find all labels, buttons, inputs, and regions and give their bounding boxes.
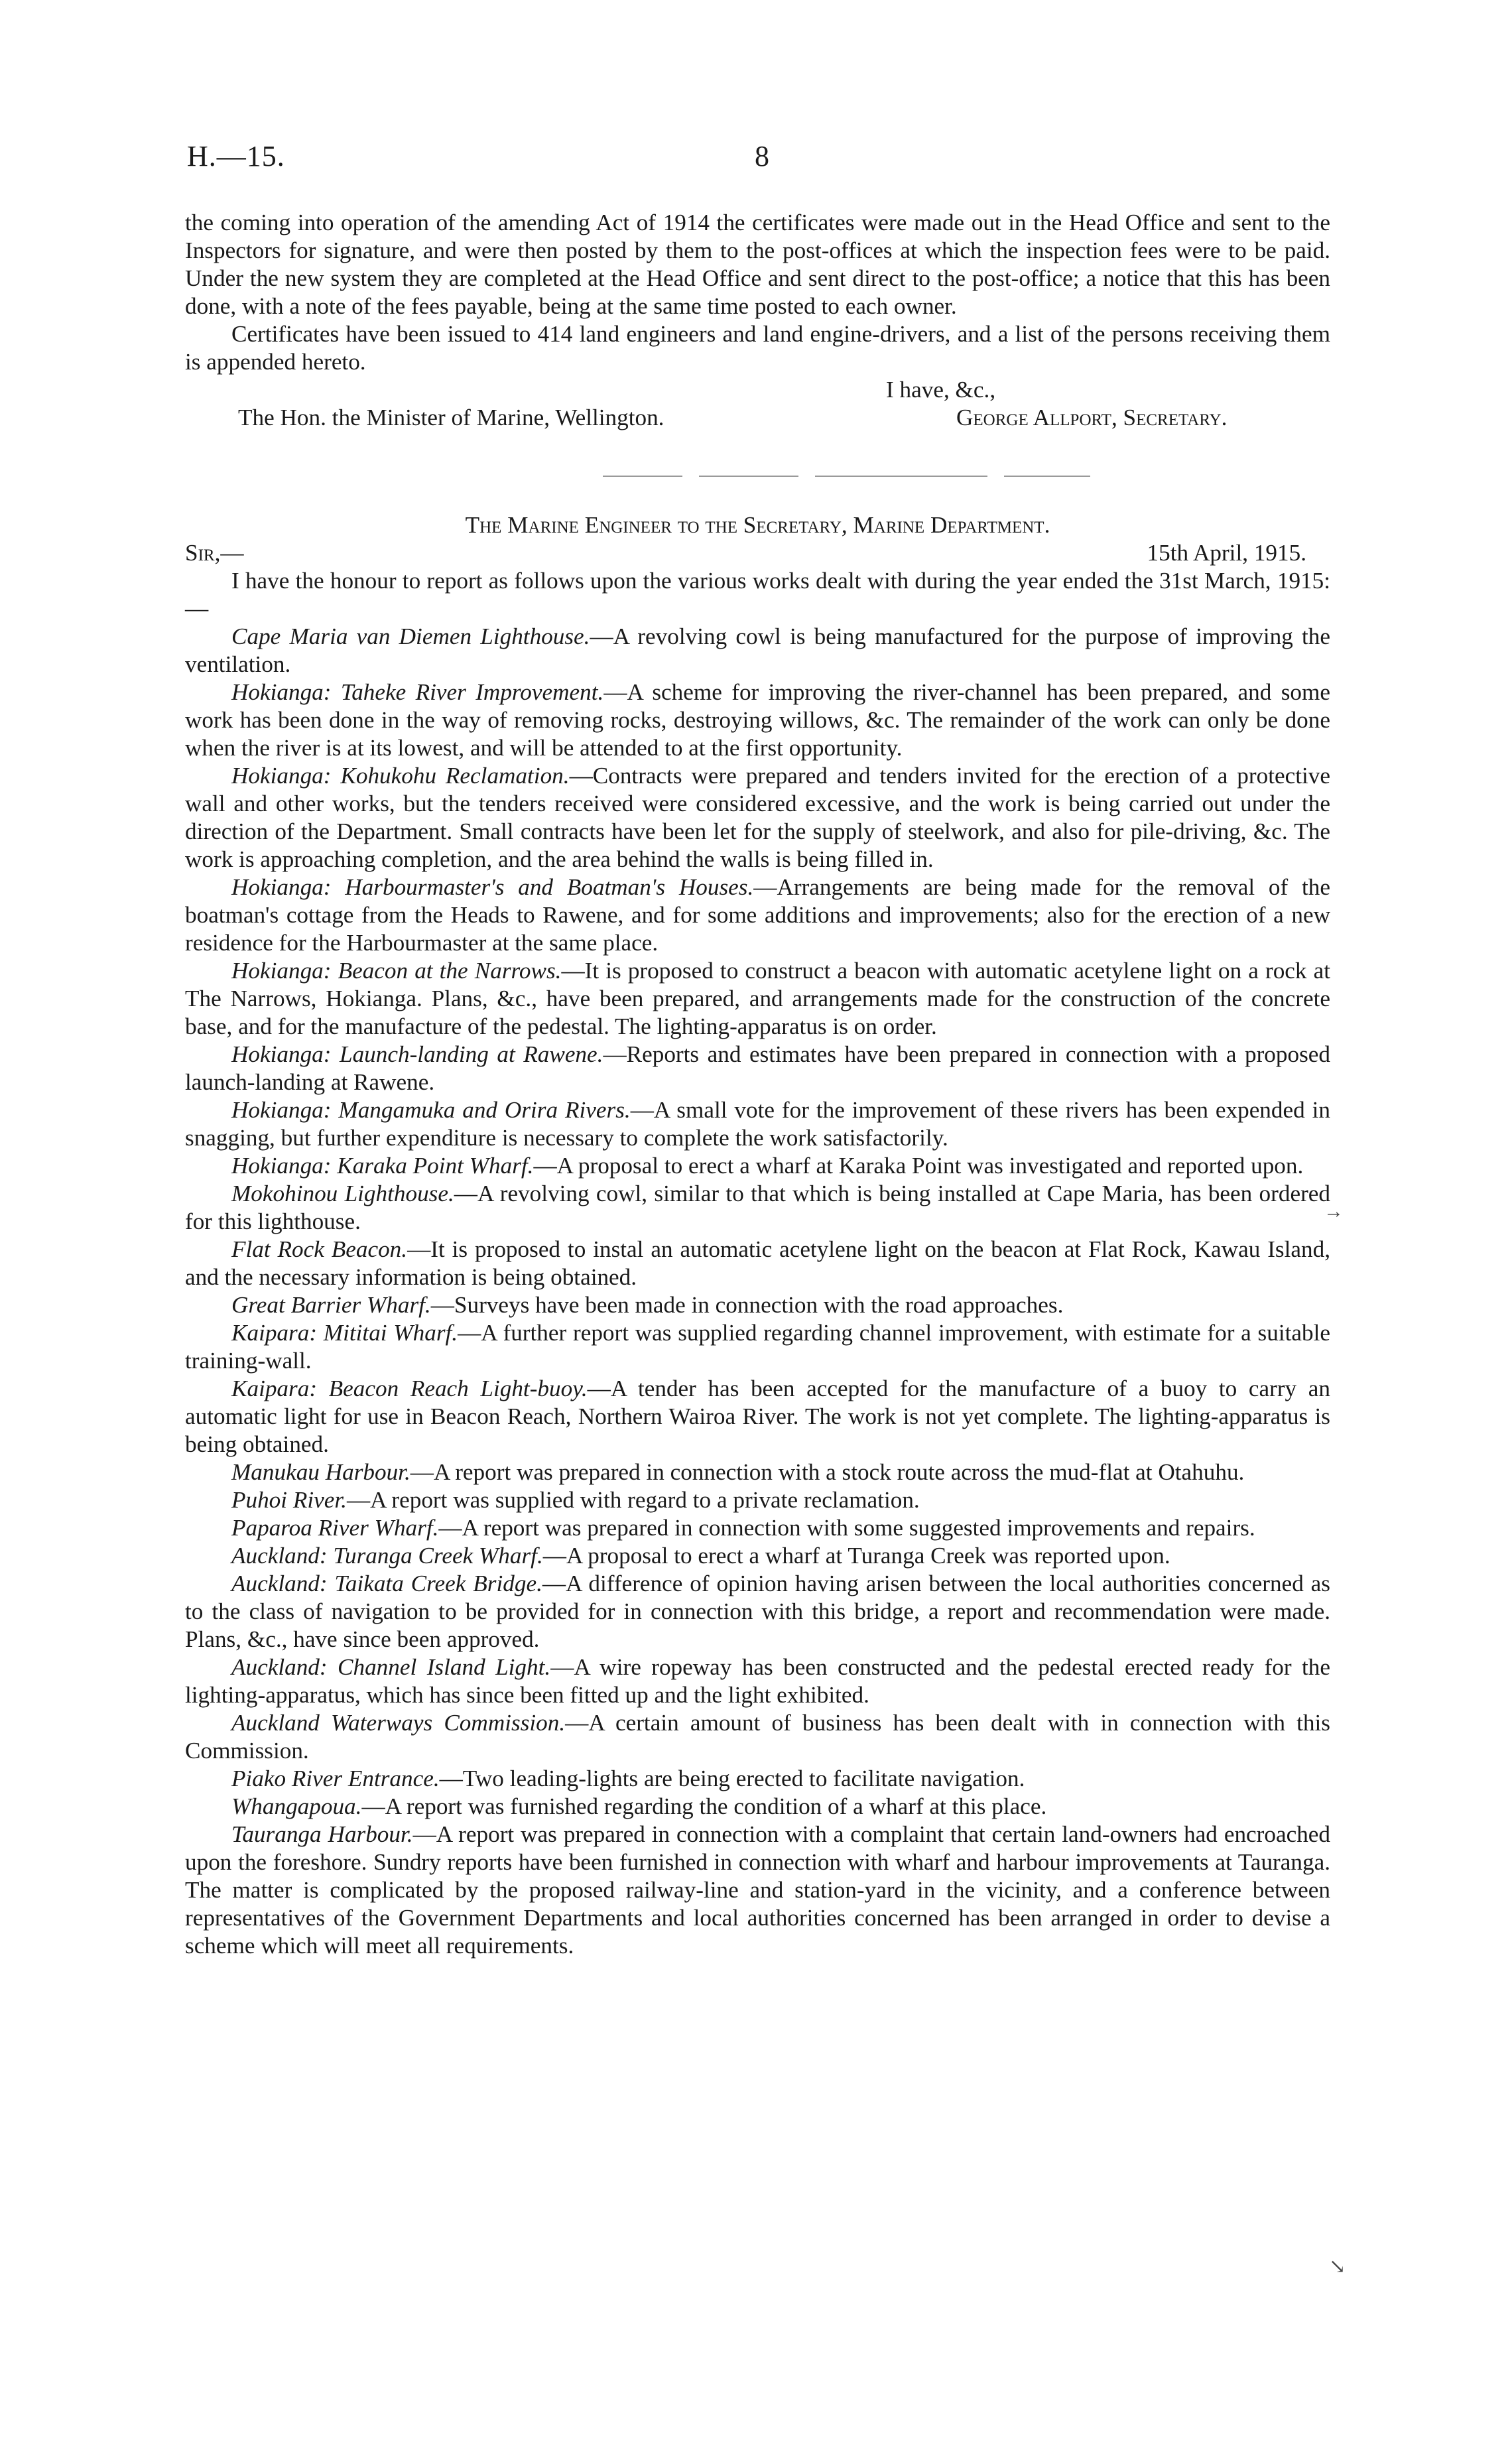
report-item (185, 1514, 1330, 1542)
report-item-heading: Kaipara: Mititai Wharf. (231, 1320, 458, 1346)
report-item-heading: Auckland Waterways Commission. (231, 1710, 566, 1736)
report-item (185, 957, 1330, 1041)
report-item-text: —A further report was supplied regarding channel improvement, with estimate for a suitable training-wall. (185, 1320, 1330, 1374)
report-item (185, 1041, 1330, 1096)
report-item-heading: Whangapoua. (231, 1793, 362, 1819)
report-item-text: —A proposal to erect a wharf at Karaka Point was investigated and reported upon. (533, 1153, 1304, 1179)
report-item-text: —A report was prepared in connection with a stock route across the mud-flat at Otahuhu. (410, 1459, 1245, 1485)
document-reference: H.—15. (187, 140, 285, 172)
report-item-heading: Hokianga: Harbourmaster's and Boatman's Houses. (231, 874, 754, 900)
letter-date: 15th April, 1915. (1147, 540, 1306, 566)
report-item-text: —A report was prepared in connection with a complaint that certain land-owners had encroached upon the foreshore. Sundry reports have been furnished in connection with wharf and harbour improvements at Tauranga. The matter is complicated by the proposed railway-line and station-yard in the vicinity, and a conference between representatives of the Government Departments and local authorities concerned has been arranged in order to devise a scheme which will meet all requirements. (185, 1821, 1331, 1959)
report-item-heading: Hokianga: Mangamuka and Orira Rivers. (231, 1097, 631, 1123)
letter2-intro: I have the honour to report as follows upon the various works dealt with during the year ended the 31st March, 1915:— (185, 568, 1330, 621)
letter2-title: The Marine Engineer to the Secretary, Marine Department. (465, 512, 1050, 538)
report-item-text: —A revolving cowl is being manufactured for the purpose of improving the ventilation. (185, 623, 1330, 677)
letter1-paragraph-1: the coming into operation of the amending Act of 1914 the certificates were made out in the Head Office and sent to the Inspectors for signature, and were then posted by them to the post-offices at which the inspection fees were to be paid. Under the new system they are completed at the Head Office and sent direct to the post-office; a notice that this has been done, with a note of the fees payable, being at the same time posted to each owner. (185, 210, 1330, 319)
report-item (185, 762, 1330, 873)
report-item (185, 1319, 1330, 1375)
report-item-heading: Auckland: Channel Island Light. (231, 1654, 551, 1680)
report-item-heading: Mokohinou Lighthouse. (231, 1181, 454, 1206)
report-item (185, 1709, 1330, 1765)
salutation-row (185, 539, 1330, 567)
report-item-text: —A scheme for improving the river-channel has been prepared, and some work has been done in the way of removing rocks, destroying willows, &c. The remainder of the work can only be done when the river is at its lowest, and will be attended to at the first opportunity. (185, 679, 1330, 761)
report-item-heading: Kaipara: Beacon Reach Light-buoy. (231, 1376, 588, 1401)
report-item-text: —It is proposed to construct a beacon with automatic acetylene light on a rock at The Narrows, Hokianga. Plans, &c., have been prepared, and arrangements made for the construction of the concrete base, and for the manufacture of the pedestal. The lighting-apparatus is on order. (185, 958, 1330, 1039)
report-item (185, 678, 1330, 762)
report-item-heading: Piako River Entrance. (231, 1766, 440, 1791)
report-item-text: —A report was furnished regarding the condition of a wharf at this place. (361, 1793, 1047, 1819)
letter1-signature-block (185, 376, 1330, 432)
report-item (185, 1458, 1330, 1486)
addressee: The Hon. the Minister of Marine, Wellington. (238, 405, 664, 430)
section-divider (185, 432, 1330, 511)
report-item-text: —A difference of opinion having arisen between the local authorities concerned as to the class of navigation to be provided for in connection with this bridge, a report and recommendation were made. Plans, &c., have since been approved. (185, 1571, 1330, 1652)
report-item-heading: Auckland: Taikata Creek Bridge. (231, 1571, 542, 1596)
report-item (185, 1821, 1330, 1960)
margin-mark-bottom: ↘ (1329, 2256, 1346, 2278)
report-item-heading: Auckland: Turanga Creek Wharf. (231, 1543, 543, 1569)
report-item-heading: Flat Rock Beacon. (231, 1236, 408, 1262)
signatory: George Allport, Secretary. (956, 405, 1228, 430)
report-item-heading: Hokianga: Launch-landing at Rawene. (231, 1041, 603, 1067)
page-number: 8 (755, 140, 769, 172)
report-item (185, 873, 1330, 957)
report-item-text: —A small vote for the improvement of these rivers has been expended in snagging, but further expenditure is necessary to complete the work satisfactorily. (185, 1097, 1330, 1151)
report-item (185, 1570, 1330, 1653)
report-item-heading: Tauranga Harbour. (231, 1821, 413, 1847)
report-item-heading: Hokianga: Kohukohu Reclamation. (231, 763, 570, 789)
salutation: Sir,— (185, 540, 244, 566)
report-item-text: —Arrangements are being made for the removal of the boatman's cottage from the Heads to Rawene, and for some additions and improvements; also for the erection of a new residence for the Harbourmaster at the same place. (185, 874, 1330, 956)
report-item (185, 1375, 1330, 1458)
report-item-text: —A report was supplied with regard to a private reclamation. (346, 1487, 920, 1513)
report-item (185, 623, 1330, 678)
report-item (185, 1542, 1330, 1570)
report-item-heading: Hokianga: Taheke River Improvement. (231, 679, 604, 705)
report-item-heading: Hokianga: Beacon at the Narrows. (231, 958, 562, 984)
report-item (185, 1653, 1330, 1709)
report-item-heading: Hokianga: Karaka Point Wharf. (231, 1153, 534, 1179)
report-item-text: —A report was prepared in connection with some suggested improvements and repairs. (438, 1515, 1255, 1541)
closing-phrase: I have, &c., (886, 377, 996, 403)
report-item (185, 1765, 1330, 1793)
report-item-text: —It is proposed to instal an automatic acetylene light on the beacon at Flat Rock, Kawau Island, and the necessary information is being obtained. (185, 1236, 1330, 1290)
report-item-text: —Contracts were prepared and tenders invited for the erection of a protective wall and other works, but the tenders received were considered excessive, and the work is being carried out under the direction of the Department. Small contracts have been let for the supply of steelwork, and also for pile-driving, &c. The work is approaching completion, and the area behind the walls is being filled in. (185, 763, 1330, 872)
report-item (185, 1793, 1330, 1821)
report-item-text: —A proposal to erect a wharf at Turanga Creek was reported upon. (542, 1543, 1170, 1569)
report-item (185, 1291, 1330, 1319)
report-item-text: —Surveys have been made in connection with the road approaches. (430, 1292, 1064, 1318)
report-item-text: —A tender has been accepted for the manufacture of a buoy to carry an automatic light for use in Beacon Reach, Northern Wairoa River. The work is not yet complete. The lighting-apparatus is being obtained. (185, 1376, 1330, 1457)
report-items (185, 623, 1330, 1960)
report-item-text: —Reports and estimates have been prepared in connection with a proposed launch-landing at Rawene. (185, 1041, 1330, 1095)
report-item (185, 1096, 1330, 1152)
letter1-paragraph-2: Certificates have been issued to 414 land engineers and land engine-drivers, and a list of the persons receiving them is appended hereto. (185, 321, 1330, 375)
margin-mark-right: → (1324, 1200, 1344, 1222)
report-item-text: —A revolving cowl, similar to that which is being installed at Cape Maria, has been ordered for this lighthouse. (185, 1181, 1330, 1234)
report-item-heading: Paparoa River Wharf. (231, 1515, 439, 1541)
report-item (185, 1180, 1330, 1236)
report-item (185, 1486, 1330, 1514)
report-item-heading: Cape Maria van Diemen Lighthouse. (231, 623, 590, 649)
report-item-text: —Two leading-lights are being erected to facilitate navigation. (439, 1766, 1025, 1791)
report-item (185, 1152, 1330, 1180)
report-item-heading: Great Barrier Wharf. (231, 1292, 431, 1318)
report-item-heading: Manukau Harbour. (231, 1459, 410, 1485)
report-item-heading: Puhoi River. (231, 1487, 347, 1513)
report-item (185, 1236, 1330, 1291)
body-text (185, 209, 1330, 1960)
report-item-text: —A wire ropeway has been constructed and the pedestal erected ready for the lighting-apparatus, which has since been fitted up and the light exhibited. (185, 1654, 1330, 1708)
report-item-text: —A certain amount of business has been dealt with in connection with this Commission. (185, 1710, 1330, 1764)
